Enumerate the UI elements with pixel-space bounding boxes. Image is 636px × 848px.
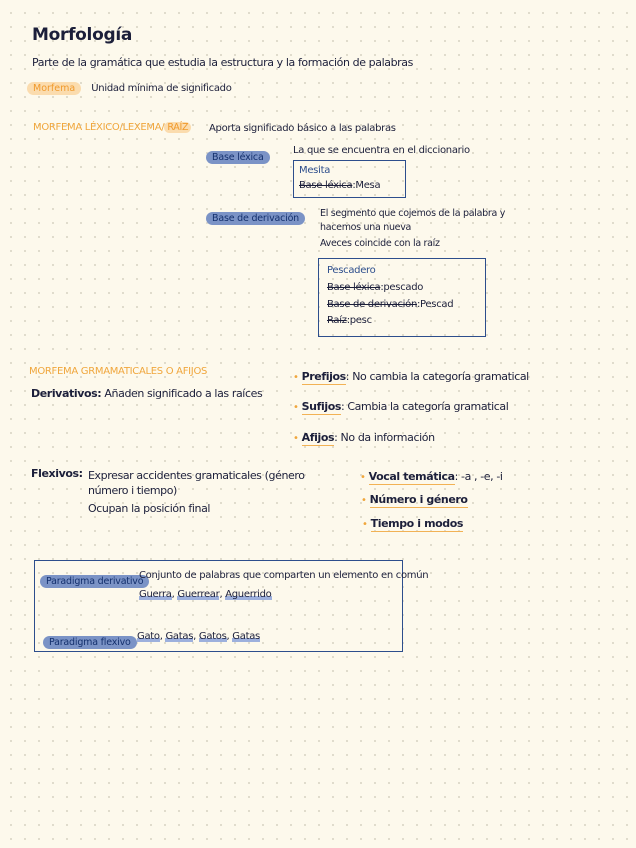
flexivos-text-1: Expresar accidentes gramaticales (género bbox=[88, 469, 305, 482]
example-row-2 bbox=[327, 299, 453, 310]
example-row-mesa bbox=[299, 180, 380, 191]
flexivos-label: Flexivos: bbox=[31, 467, 83, 480]
row3-value: :pesc bbox=[346, 315, 372, 326]
flexivos-text-2: número i tiempo) bbox=[88, 484, 177, 497]
lexico-heading bbox=[33, 122, 191, 133]
paradigma-derivativo-text: Conjunto de palabras que comparten un elemento en común bbox=[139, 570, 429, 581]
derivativos-text: Añaden significado a las raíces bbox=[104, 387, 263, 400]
base-lexica-definition: La que se encuentra en el diccionario bbox=[293, 145, 470, 156]
flexivo-item-vocal bbox=[360, 470, 503, 483]
derivativo-item-prefijos bbox=[293, 370, 529, 383]
example-guerrear: Guerrear bbox=[177, 589, 220, 600]
example-gatas-2: Gatas bbox=[232, 631, 260, 642]
derivativos-label: Derivativos: bbox=[31, 387, 102, 400]
base-derivacion-example-box bbox=[318, 258, 486, 337]
item-name: Afijos bbox=[301, 431, 335, 444]
example-row-1 bbox=[327, 282, 423, 293]
paradigma-flexivo-examples: Gato, Gatas, Gatos, Gatas bbox=[137, 631, 260, 642]
derivativos-row bbox=[31, 387, 262, 400]
example-gato: Gato bbox=[137, 631, 160, 642]
item-name: Tiempo i modos bbox=[370, 517, 464, 530]
lexico-description: Aporta significado básico a las palabras bbox=[209, 123, 396, 134]
bullet-dot: • bbox=[293, 402, 299, 413]
morfema-row bbox=[27, 76, 232, 95]
subtitle: Parte de la gramática que estudia la estructura y la formación de palabras bbox=[32, 56, 413, 69]
example-gatas: Gatas bbox=[165, 631, 194, 642]
flexivo-item-numero bbox=[361, 493, 468, 506]
base-derivacion-def-2: hacemos una nueva bbox=[320, 222, 412, 233]
row1-value: :pescado bbox=[380, 282, 424, 293]
base-lexica-pill bbox=[206, 145, 270, 164]
base-derivacion-label: Base de derivación bbox=[206, 212, 305, 225]
paradigma-derivativo-examples: Guerra, Guerrear, Aguerrido bbox=[139, 589, 272, 600]
item-text: : Cambia la categoría gramatical bbox=[341, 400, 509, 413]
lexico-heading-text: MORFEMA LÉXICO/LEXEMA/ bbox=[33, 122, 165, 133]
base-lexica-label: Base léxica bbox=[206, 151, 270, 164]
example-row-3 bbox=[327, 315, 372, 326]
item-name: Sufijos bbox=[301, 400, 341, 413]
bullet-dot: • bbox=[293, 433, 299, 444]
paradigma-derivativo-label: Paradigma derivativo bbox=[40, 575, 149, 588]
base-lexica-example-box bbox=[293, 160, 406, 198]
gramaticales-heading: MORFEMA GRMAMATICALES O AFIJOS bbox=[29, 366, 208, 377]
example-guerra: Guerra bbox=[139, 589, 172, 600]
item-text: : -a , -e, -i bbox=[454, 470, 503, 483]
bullet-dot: • bbox=[362, 519, 368, 530]
row3-key: Raíz bbox=[327, 315, 347, 326]
flexivo-item-tiempo bbox=[362, 517, 463, 530]
base-derivacion-note: Aveces coincide con la raíz bbox=[320, 238, 440, 249]
item-name: Número i género bbox=[369, 493, 468, 506]
example-key: Base léxica bbox=[299, 180, 353, 191]
bullet-dot: • bbox=[293, 372, 299, 383]
base-derivacion-def-1: El segmento que cojemos de la palabra y bbox=[320, 208, 506, 219]
paradigma-derivativo-pill bbox=[40, 569, 149, 588]
example-word-pescadero: Pescadero bbox=[327, 265, 376, 276]
item-text: : No da información bbox=[334, 431, 435, 444]
example-gatos: Gatos bbox=[198, 631, 227, 642]
example-value: :Mesa bbox=[352, 180, 381, 191]
paradigma-flexivo-label: Paradigma flexivo bbox=[43, 636, 137, 649]
flexivos-text-3: Ocupan la posición final bbox=[88, 502, 211, 515]
paradigmas-box bbox=[34, 560, 429, 652]
item-name: Vocal temática bbox=[368, 470, 455, 483]
example-aguerrido: Aguerrido bbox=[225, 589, 272, 600]
morfema-definition: Unidad mínima de significado bbox=[91, 83, 232, 94]
item-text: : No cambia la categoría gramatical bbox=[345, 370, 529, 383]
raiz-highlight: RAÍZ bbox=[164, 122, 191, 133]
example-word-mesita: Mesita bbox=[299, 165, 331, 176]
bullet-dot: • bbox=[361, 495, 367, 506]
row2-value: :Pescad bbox=[416, 299, 454, 310]
bullet-dot: • bbox=[360, 472, 366, 483]
paradigma-flexivo-pill bbox=[43, 630, 137, 649]
row2-key: Base de derivación bbox=[327, 299, 417, 310]
page-title: Morfología bbox=[32, 25, 133, 45]
derivativo-item-sufijos bbox=[293, 400, 508, 413]
item-name: Prefijos bbox=[301, 370, 346, 383]
derivativo-item-afijos bbox=[293, 431, 435, 444]
base-derivacion-pill bbox=[206, 206, 305, 225]
row1-key: Base léxica bbox=[327, 282, 381, 293]
morfema-label: Morfema bbox=[27, 82, 81, 95]
